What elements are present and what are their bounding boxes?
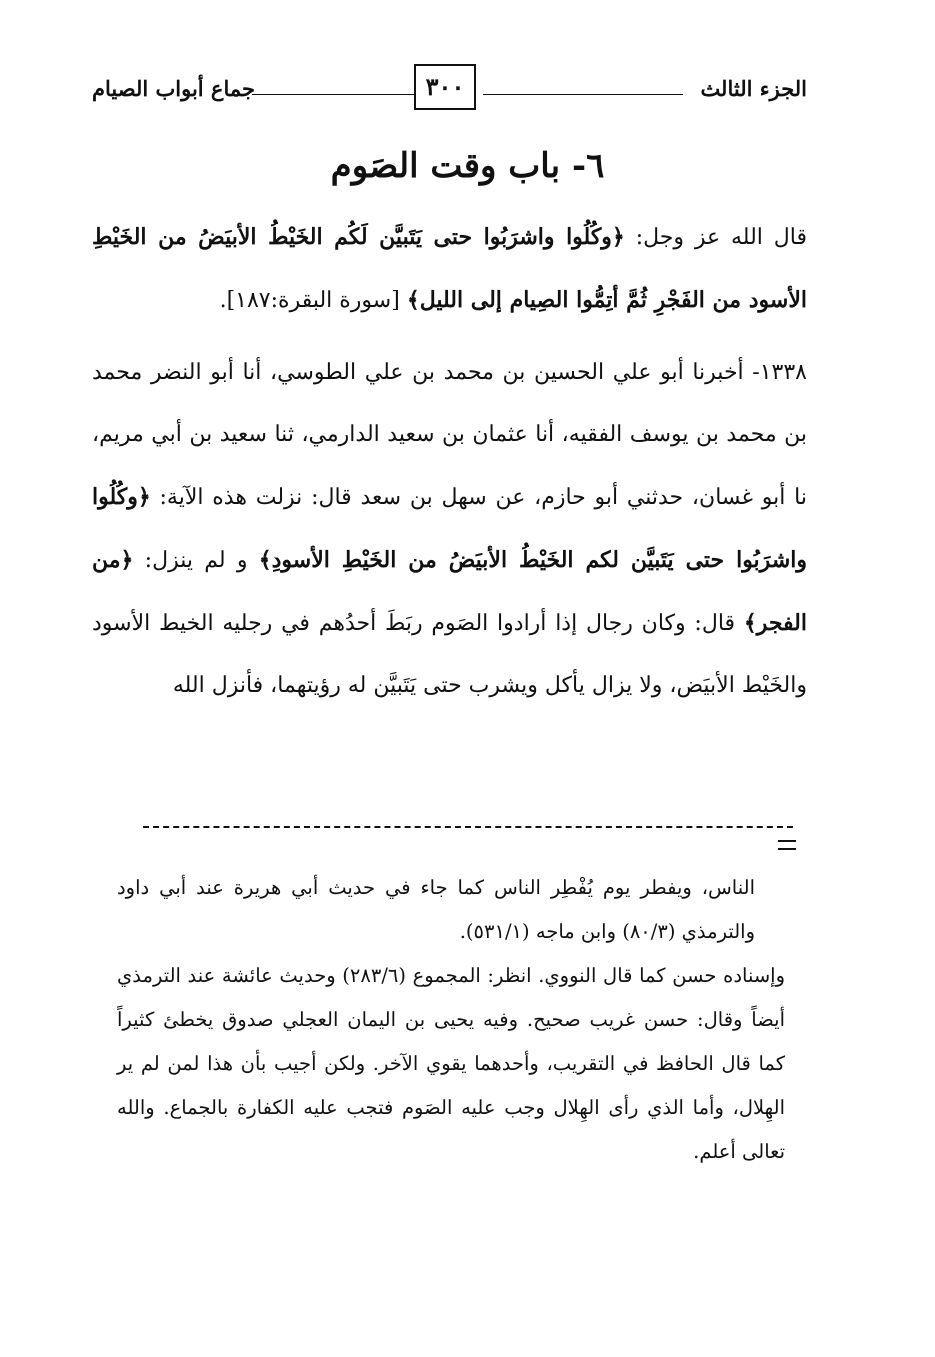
page-number: ٣٠٠	[414, 64, 476, 110]
footnote-separator	[143, 826, 793, 828]
running-header	[92, 64, 807, 120]
hadith-text-continued: قال: وكان رجال إذا أرادوا الصَوم ربَطَ أحدُهم في رجليه الخيط الأسود والخَيْط الأبيَض، ولا يزال يأكل ويشرب حتى يَتَبيَّن له رؤيتهما، فأنزل الله	[92, 611, 807, 698]
verse-intro: قال الله عز وجل:	[624, 225, 807, 250]
footnote-continuation-mark	[778, 840, 796, 850]
chapter-title: ٦- باب وقت الصَوم	[330, 146, 605, 186]
main-text	[92, 206, 807, 717]
hadith-paragraph	[92, 342, 807, 717]
quran-verse-fajr: ﴿من الفجر﴾	[92, 547, 807, 636]
hadith-chain: ١٣٣٨- أخبرنا أبو علي الحسين بن محمد بن علي الطوسي، أنا أبو النضر محمد بن محمد بن يوسف الفقيه، أنا عثمان بن سعيد الدارمي، ثنا سعيد بن أبي مريم، نا أبو غسان، حدثني أبو حازم، عن سهل بن سعد قال: نزلت هذه الآية:	[92, 360, 807, 510]
quran-verse-quote: ﴿وكُلُوا واشرَبُوا حتى يَتَبيَّن لكم الخَيْطُ الأبيَضُ من الخَيْطِ الأسودِ﴾	[92, 484, 807, 573]
verse-paragraph	[92, 206, 807, 332]
footnote	[117, 866, 785, 1174]
header-rule-right	[483, 94, 683, 95]
verse-citation: [سورة البقرة:١٨٧].	[219, 288, 407, 313]
header-volume: الجزء الثالث	[700, 76, 807, 101]
header-rule-left	[252, 94, 416, 95]
hadith-text: و لم ينزل:	[133, 548, 259, 573]
footnote-paragraph: الناس، ويفطر يوم يُفْطِر الناس كما جاء في حديث أبي هريرة عند أبي داود والترمذي (٨٠/٣) وابن ماجه (٥٣١/١).	[117, 876, 755, 943]
header-book-section: جماع أبواب الصيام	[92, 76, 255, 101]
quran-verse: ﴿وكُلُوا واشرَبُوا حتى يَتَبيَّن لَكُم الخَيْطُ الأبيَضُ من الخَيْطِ الأسود من الفَجْرِ ثُمَّ أتِمُّوا الصِيام إلى الليل﴾	[92, 224, 807, 313]
footnote-paragraph: وإسناده حسن كما قال النووي. انظر: المجموع (٢٨٣/٦) وحديث عائشة عند الترمذي أيضاً وقال: حسن غريب صحيح. وفيه يحيى بن اليمان العجلي صدوق يخطئ كثيراً كما قال الحافظ في التقريب، وأحدهما يقوي الآخر. ولكن أجيب بأن هذا لمن لم ير الهِلال، وأما الذي رأى الهِلال وجب عليه الصَوم فتجب عليه الكفارة بالجماع. والله تعالى أعلم.	[117, 964, 786, 1163]
